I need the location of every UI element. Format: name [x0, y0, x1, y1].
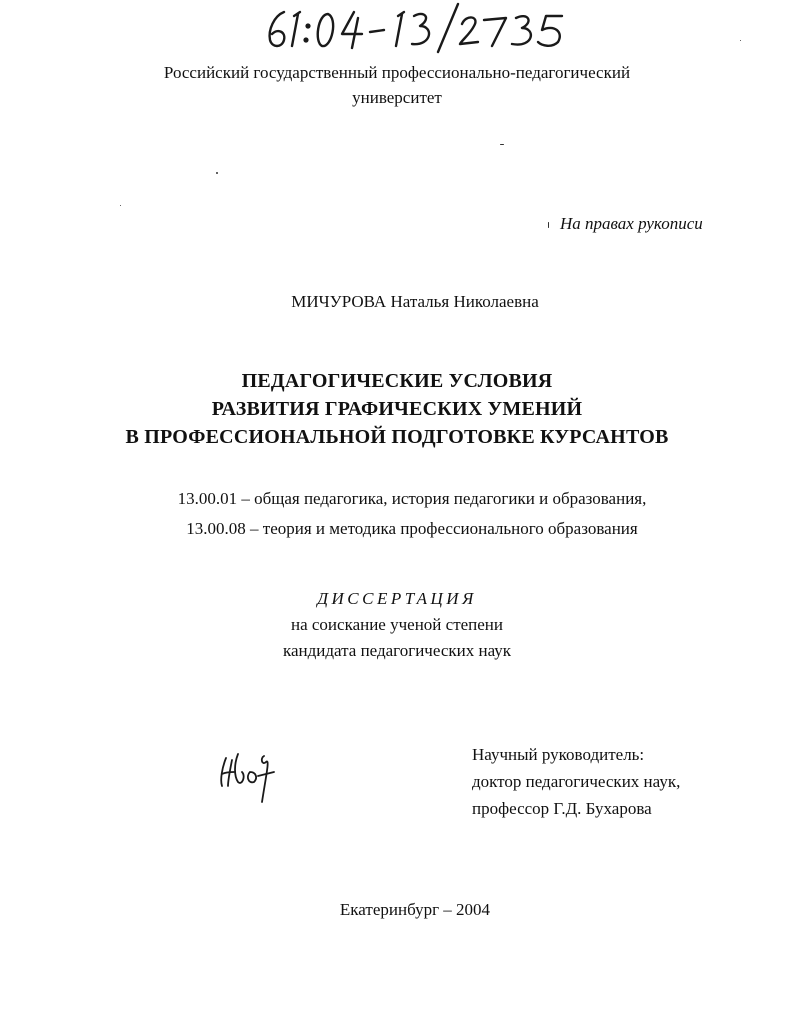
dissertation-label: ДИССЕРТАЦИЯ: [317, 589, 477, 608]
specialty-codes: [0, 484, 794, 544]
title-line-1: ПЕДАГОГИЧЕСКИЕ УСЛОВИЯ: [241, 370, 553, 392]
city-year: Екатеринбург – 2004: [339, 900, 491, 919]
university-line-1: Российский государственный профессионально-педагогический: [163, 63, 631, 82]
dissertation-title: [0, 367, 794, 451]
title-line-2: РАЗВИТИЯ ГРАФИЧЕСКИХ УМЕНИЙ: [211, 398, 583, 420]
manuscript-note: На правах рукописи: [560, 214, 703, 233]
title-line-3: В ПРОФЕССИОНАЛЬНОЙ ПОДГОТОВКЕ КУРСАНТОВ: [125, 426, 669, 448]
scan-speck: [216, 172, 218, 174]
signature-handwriting: [216, 746, 286, 804]
archive-code-handwriting: [262, 2, 592, 54]
specialty-line-2: 13.00.08 – теория и методика профессионального образования: [186, 519, 638, 538]
scan-speck: [500, 144, 504, 145]
dissertation-block: [0, 586, 794, 664]
supervisor-line-3: профессор Г.Д. Бухарова: [472, 799, 652, 818]
specialty-line-1: 13.00.01 – общая педагогика, история педагогики и образования,: [177, 489, 647, 508]
author-name: МИЧУРОВА Наталья Николаевна: [291, 292, 539, 311]
university-line-2: университет: [352, 88, 442, 107]
degree-line-1: на соискание ученой степени: [290, 615, 504, 634]
supervisor-line-2: доктор педагогических наук,: [472, 772, 681, 791]
supervisor-block: [472, 741, 680, 822]
scan-speck: [548, 222, 549, 228]
supervisor-line-1: Научный руководитель:: [472, 745, 645, 764]
scan-speck: [120, 205, 121, 206]
degree-line-2: кандидата педагогических наук: [282, 641, 512, 660]
university-name: [0, 60, 794, 110]
scan-speck: [740, 40, 741, 41]
